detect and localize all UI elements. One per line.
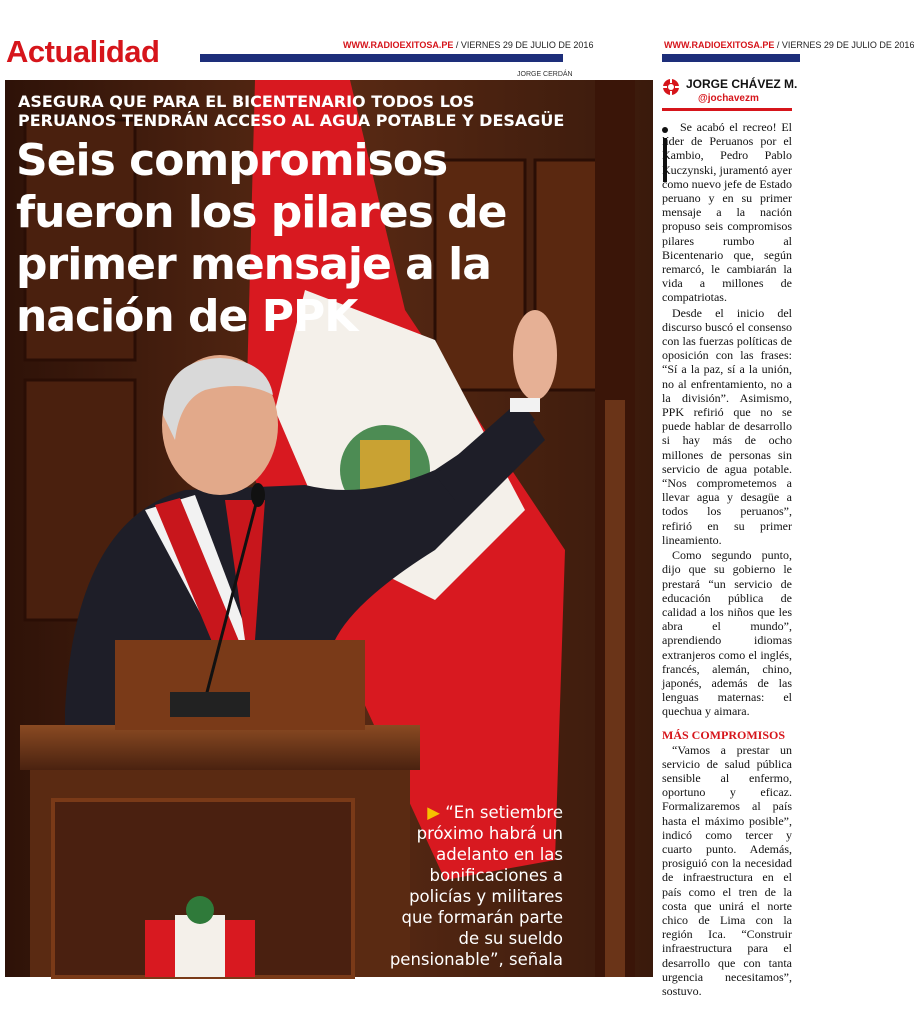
article-paragraph: Como segundo punto, dijo que su gobierno le prestará “un servicio de educación pública de calidad a los niños que les abra el mundo”, aprendiendo idiomas extranjeros como el inglés, francés, alemán, chino, japonés, además de las lenguas maternas: el quechua y aimara.: [662, 548, 792, 719]
article-paragraph: Desde el inicio del discurso buscó el consenso con las fuerzas políticas de oposición con las frases: “Sí a la paz, sí a la unión, no al enfrentamiento, no a la división”. Asimismo, PPK refirió que no se puede hablar de desarrollo si hay más de ocho millones de personas sin servicio de agua potable. “Nos comprometemos a llevar agua y desagüe a todos los peruanos”, refirió en su primer lineamiento.: [662, 305, 792, 547]
site-url[interactable]: WWW.RADIOEXITOSA.PE: [664, 40, 775, 50]
dateline-separator: /: [455, 40, 459, 50]
header-rule: [200, 54, 563, 62]
story-headline: Seis compromisos fueron los pilares de primer mensaje a la nación de PPK: [16, 135, 507, 342]
pull-quote-text: “En setiembre próximo habrá un adelanto en las bonificaciones a policías y militares que formarán parte de su sueldo pensionable”, señala: [389, 803, 563, 969]
header-dateline-right: [664, 40, 914, 50]
dateline-separator: /: [776, 40, 780, 50]
pull-quote: [380, 802, 563, 970]
story-kicker: ASEGURA QUE PARA EL BICENTENARIO TODOS LOS PERUANOS TENDRÁN ACCESO AL AGUA POTABLE Y DESAGÜE: [18, 92, 565, 130]
header-rule-right: [662, 54, 800, 62]
photo-credit: JORGE CERDÁN: [517, 71, 573, 78]
article-paragraph: “Vamos a prestar un servicio de salud pública sensible al enfermo, oportuno y eficaz. Formalizaremos al país hasta el máximo posible”, indicó como tercer y cuarto punto. Además, prosiguió con la necesidad de infraestructura en el país como el tren de la costa que unirá el norte chico de Lima con la región Ica. “Construir infraestructura para el desarrollo que con tanta urgencia necesitamos”, sostuvo.: [662, 742, 792, 998]
issue-date: VIERNES 29 DE JULIO DE 2016: [460, 40, 594, 50]
author-handle[interactable]: @jochavezm: [698, 93, 759, 104]
site-url[interactable]: WWW.RADIOEXITOSA.PE: [343, 40, 454, 50]
triangle-marker-icon: ▶: [427, 803, 440, 822]
section-title: Actualidad: [6, 34, 160, 69]
author-rule: [662, 108, 792, 111]
article-body: [662, 120, 792, 999]
article-subhead: MÁS COMPROMISOS: [662, 727, 785, 742]
article-paragraph: Se acabó el recreo! El líder de Peruanos por el Kambio, Pedro Pablo Kuczynski, juramentó ayer como nuevo jefe de Estado peruano y en su primer mensaje a la nación propuso seis compromisos pilares rumbo al Bicentenario que, según remarcó, le cambiarán la vida a millones de compatriotas.: [662, 120, 792, 305]
gear-wheel-icon: [662, 78, 680, 96]
issue-date: VIERNES 29 DE JULIO DE 2016: [781, 40, 914, 50]
header-dateline-left: [343, 40, 593, 50]
author-name: JORGE CHÁVEZ M.: [686, 77, 798, 91]
